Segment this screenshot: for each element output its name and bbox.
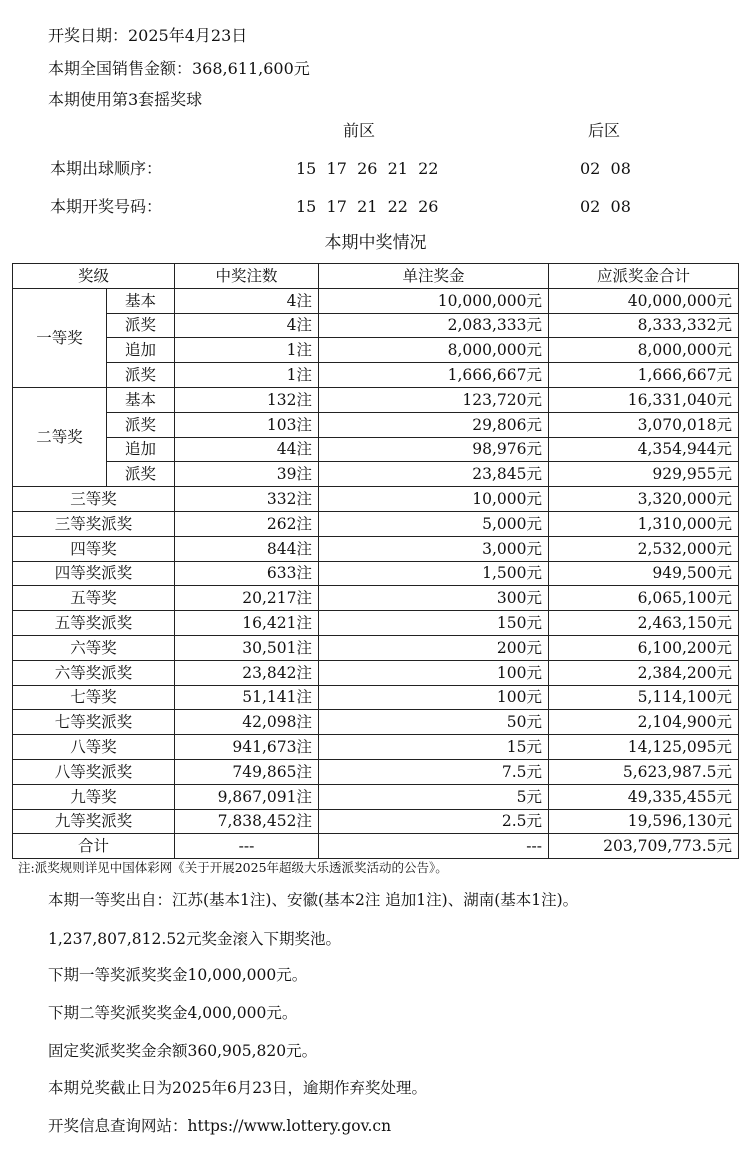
prize-cell: 29,806元 (319, 412, 549, 437)
sum-count: --- (175, 834, 319, 859)
total-cell: 1,666,667元 (549, 363, 739, 388)
total-cell: 14,125,095元 (549, 735, 739, 760)
total-cell: 6,100,200元 (549, 635, 739, 660)
prize-cell: 3,000元 (319, 536, 549, 561)
count-cell: 941,673注 (175, 735, 319, 760)
sum-total: 203,709,773.5元 (549, 834, 739, 859)
count-cell: 103注 (175, 412, 319, 437)
level-cell: 九等奖派奖 (13, 809, 175, 834)
header-count: 中奖注数 (175, 264, 319, 289)
front-zone-header: 前区 (343, 121, 376, 140)
table-row (13, 536, 739, 561)
total-cell: 2,384,200元 (549, 660, 739, 685)
count-cell: 16,421注 (175, 611, 319, 636)
count-cell: 39注 (175, 462, 319, 487)
prize-cell: 5元 (319, 784, 549, 809)
header-total: 应派奖金合计 (549, 264, 739, 289)
footnote: 注:派奖规则详见中国体彩网《关于开展2025年超级大乐透派奖活动的公告》。 (18, 860, 448, 875)
sub-level: 追加 (107, 437, 175, 462)
prize-table (12, 263, 739, 859)
total-cell: 5,623,987.5元 (549, 759, 739, 784)
count-cell: 20,217注 (175, 586, 319, 611)
sum-prize: --- (319, 834, 549, 859)
draw-numbers-label: 本期开奖号码： (50, 197, 163, 216)
table-row (13, 387, 739, 412)
prize-cell: 1,666,667元 (319, 363, 549, 388)
level-cell: 三等奖派奖 (13, 511, 175, 536)
draw-order-front: 15 17 26 21 22 (296, 159, 439, 178)
ball-set: 本期使用第3套摇奖球 (48, 90, 203, 109)
prize-cell: 300元 (319, 586, 549, 611)
sum-row (13, 834, 739, 859)
total-cell: 8,000,000元 (549, 338, 739, 363)
count-cell: 132注 (175, 387, 319, 412)
prize-cell: 123,720元 (319, 387, 549, 412)
level-cell: 四等奖派奖 (13, 561, 175, 586)
level-rows (13, 487, 739, 834)
prize-cell: 98,976元 (319, 437, 549, 462)
table-row (13, 586, 739, 611)
table-row (13, 412, 739, 437)
header-level: 奖级 (13, 264, 175, 289)
first-prize-label: 一等奖 (13, 288, 107, 387)
prize-cell: 15元 (319, 735, 549, 760)
count-cell: 749,865注 (175, 759, 319, 784)
table-row (13, 462, 739, 487)
count-cell: 844注 (175, 536, 319, 561)
count-cell: 1注 (175, 363, 319, 388)
total-cell: 3,070,018元 (549, 412, 739, 437)
table-row (13, 487, 739, 512)
table-row (13, 784, 739, 809)
prize-cell: 200元 (319, 635, 549, 660)
table-row (13, 561, 739, 586)
count-cell: 1注 (175, 338, 319, 363)
count-cell: 7,838,452注 (175, 809, 319, 834)
sub-level: 派奖 (107, 313, 175, 338)
level-cell: 六等奖 (13, 635, 175, 660)
prize-cell: 50元 (319, 710, 549, 735)
total-cell: 40,000,000元 (549, 288, 739, 313)
table-header-row (13, 264, 739, 289)
rollover-amount: 1,237,807,812.52元奖金滚入下期奖池。 (48, 930, 342, 948)
prize-cell: 2,083,333元 (319, 313, 549, 338)
level-cell: 三等奖 (13, 487, 175, 512)
count-cell: 262注 (175, 511, 319, 536)
lottery-website[interactable]: 开奖信息查询网站：https://www.lottery.gov.cn (48, 1117, 392, 1135)
count-cell: 23,842注 (175, 660, 319, 685)
prize-cell: 100元 (319, 685, 549, 710)
total-cell: 3,320,000元 (549, 487, 739, 512)
total-cell: 2,104,900元 (549, 710, 739, 735)
level-cell: 五等奖 (13, 586, 175, 611)
level-cell: 九等奖 (13, 784, 175, 809)
total-cell: 49,335,455元 (549, 784, 739, 809)
sub-level: 追加 (107, 338, 175, 363)
level-cell: 八等奖 (13, 735, 175, 760)
table-row (13, 685, 739, 710)
prize-cell: 1,500元 (319, 561, 549, 586)
count-cell: 633注 (175, 561, 319, 586)
header-prize: 单注奖金 (319, 264, 549, 289)
count-cell: 332注 (175, 487, 319, 512)
fixed-bonus-balance: 固定奖派奖奖金余额360,905,820元。 (48, 1042, 318, 1060)
prize-cell: 150元 (319, 611, 549, 636)
draw-date: 开奖日期：2025年4月23日 (48, 26, 248, 45)
prize-cell: 10,000,000元 (319, 288, 549, 313)
count-cell: 9,867,091注 (175, 784, 319, 809)
second-prize-label: 二等奖 (13, 387, 107, 486)
level-cell: 七等奖派奖 (13, 710, 175, 735)
table-row (13, 635, 739, 660)
total-cell: 949,500元 (549, 561, 739, 586)
first-prize-origin: 本期一等奖出自：江苏(基本1注)、安徽(基本2注 追加1注)、湖南(基本1注)。 (48, 891, 579, 909)
total-cell: 6,065,100元 (549, 586, 739, 611)
level-cell: 四等奖 (13, 536, 175, 561)
total-cell: 8,333,332元 (549, 313, 739, 338)
count-cell: 30,501注 (175, 635, 319, 660)
next-first-bonus: 下期一等奖派奖奖金10,000,000元。 (48, 966, 308, 984)
prize-cell: 23,845元 (319, 462, 549, 487)
level-cell: 六等奖派奖 (13, 660, 175, 685)
table-row (13, 288, 739, 313)
count-cell: 51,141注 (175, 685, 319, 710)
table-row (13, 710, 739, 735)
sub-level: 派奖 (107, 412, 175, 437)
table-row (13, 437, 739, 462)
count-cell: 4注 (175, 288, 319, 313)
sum-label: 合计 (13, 834, 175, 859)
total-cell: 2,532,000元 (549, 536, 739, 561)
table-row (13, 363, 739, 388)
prize-cell: 100元 (319, 660, 549, 685)
count-cell: 44注 (175, 437, 319, 462)
prize-cell: 5,000元 (319, 511, 549, 536)
table-row (13, 611, 739, 636)
level-cell: 八等奖派奖 (13, 759, 175, 784)
draw-numbers-back: 02 08 (580, 197, 631, 216)
table-row (13, 511, 739, 536)
prize-cell: 7.5元 (319, 759, 549, 784)
count-cell: 4注 (175, 313, 319, 338)
draw-numbers-front: 15 17 21 22 26 (296, 197, 439, 216)
sub-level: 基本 (107, 288, 175, 313)
total-cell: 929,955元 (549, 462, 739, 487)
count-cell: 42,098注 (175, 710, 319, 735)
table-title: 本期中奖情况 (324, 233, 427, 253)
table-row (13, 735, 739, 760)
level-cell: 五等奖派奖 (13, 611, 175, 636)
sub-level: 基本 (107, 387, 175, 412)
table-row (13, 313, 739, 338)
draw-order-back: 02 08 (580, 159, 631, 178)
total-cell: 5,114,100元 (549, 685, 739, 710)
total-cell: 16,331,040元 (549, 387, 739, 412)
level-cell: 七等奖 (13, 685, 175, 710)
total-cell: 2,463,150元 (549, 611, 739, 636)
sales-amount: 本期全国销售金额：368,611,600元 (48, 59, 310, 78)
total-cell: 1,310,000元 (549, 511, 739, 536)
next-second-bonus: 下期二等奖派奖奖金4,000,000元。 (48, 1004, 298, 1022)
sub-level: 派奖 (107, 462, 175, 487)
sub-level: 派奖 (107, 363, 175, 388)
back-zone-header: 后区 (588, 121, 621, 140)
total-cell: 19,596,130元 (549, 809, 739, 834)
prize-cell: 10,000元 (319, 487, 549, 512)
prize-cell: 2.5元 (319, 809, 549, 834)
claim-deadline: 本期兑奖截止日为2025年6月23日，逾期作弃奖处理。 (48, 1079, 428, 1097)
table-row (13, 338, 739, 363)
prize-cell: 8,000,000元 (319, 338, 549, 363)
table-row (13, 759, 739, 784)
table-row (13, 809, 739, 834)
draw-order-label: 本期出球顺序： (50, 159, 163, 178)
total-cell: 4,354,944元 (549, 437, 739, 462)
table-row (13, 660, 739, 685)
